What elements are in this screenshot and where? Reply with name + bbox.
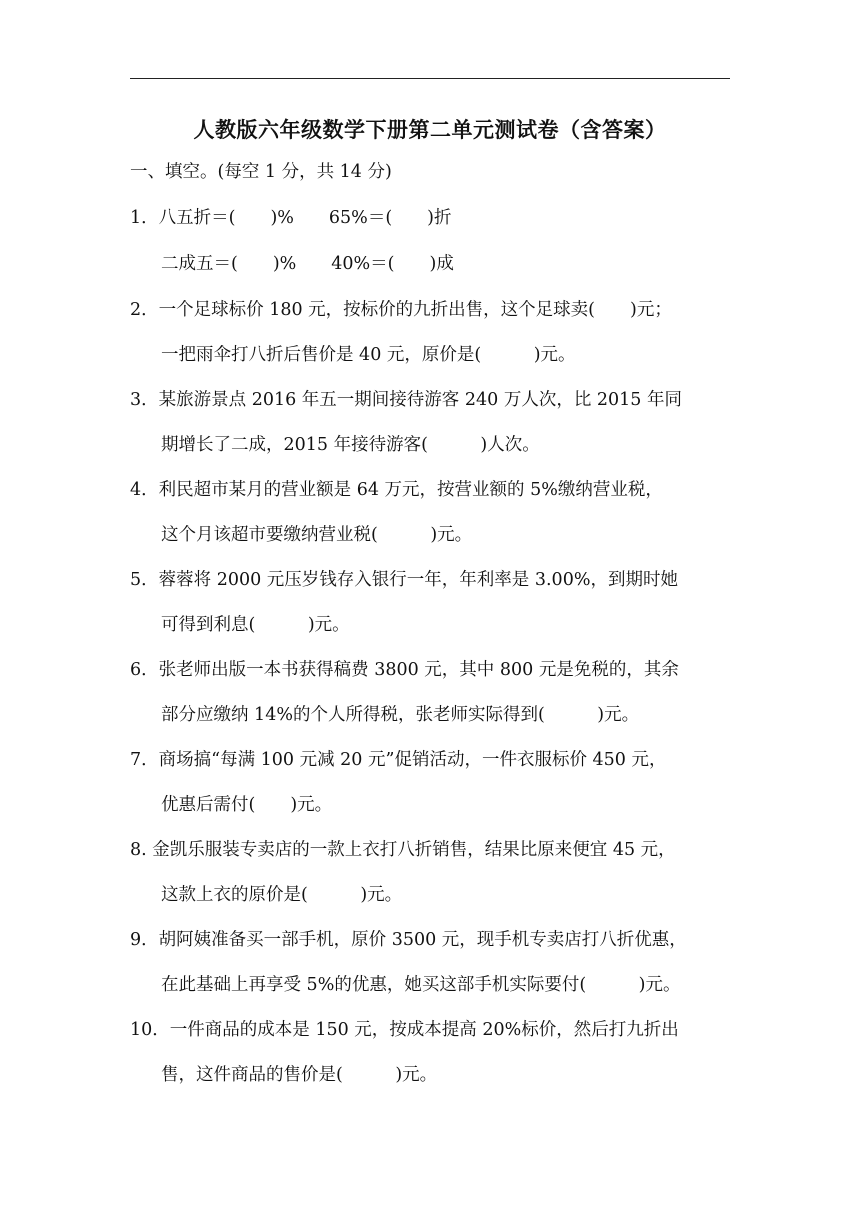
- question-line: 9．胡阿姨准备买一部手机，原价 3500 元，现手机专卖店打八折优惠，: [130, 930, 687, 950]
- question-line: 部分应缴纳 14%的个人所得税，张老师实际得到( )元。: [161, 705, 640, 725]
- question-line: 期增长了二成，2015 年接待游客( )人次。: [161, 435, 540, 455]
- question-line: 这款上衣的原价是( )元。: [161, 885, 403, 905]
- page-title: 人教版六年级数学下册第二单元测试卷（含答案）: [193, 117, 667, 142]
- question-line: 5．蓉蓉将 2000 元压岁钱存入银行一年，年利率是 3.00%，到期时她: [130, 570, 678, 590]
- question-line: 6．张老师出版一本书获得稿费 3800 元，其中 800 元是免税的，其余: [130, 660, 679, 680]
- question-line: 1．八五折＝( )% 65%＝( )折: [130, 208, 452, 228]
- question-line: 2．一个足球标价 180 元，按标价的九折出售，这个足球卖( )元；: [130, 300, 672, 320]
- question-line: 优惠后需付( )元。: [161, 795, 333, 815]
- question-line: 二成五＝( )% 40%＝( )成: [161, 254, 454, 274]
- question-line: 在此基础上再享受 5%的优惠，她买这部手机实际要付( )元。: [161, 975, 681, 995]
- question-line: 售，这件商品的售价是( )元。: [161, 1065, 438, 1085]
- question-line: 10．一件商品的成本是 150 元，按成本提高 20%标价，然后打九折出: [130, 1020, 679, 1040]
- header-rule: [130, 78, 730, 79]
- question-line: 可得到利息( )元。: [161, 615, 350, 635]
- question-line: 8. 金凯乐服装专卖店的一款上衣打八折销售，结果比原来便宜 45 元，: [130, 840, 676, 860]
- question-line: 7．商场搞“每满 100 元减 20 元”促销活动，一件衣服标价 450 元，: [130, 750, 667, 770]
- question-line: 这个月该超市要缴纳营业税( )元。: [161, 525, 473, 545]
- section-heading: 一、填空。(每空 1 分，共 14 分): [130, 162, 392, 182]
- question-line: 一把雨伞打八折后售价是 40 元，原价是( )元。: [161, 345, 576, 365]
- question-line: 3．某旅游景点 2016 年五一期间接待游客 240 万人次，比 2015 年同: [130, 390, 682, 410]
- question-line: 4．利民超市某月的营业额是 64 万元，按营业额的 5%缴纳营业税，: [130, 480, 663, 500]
